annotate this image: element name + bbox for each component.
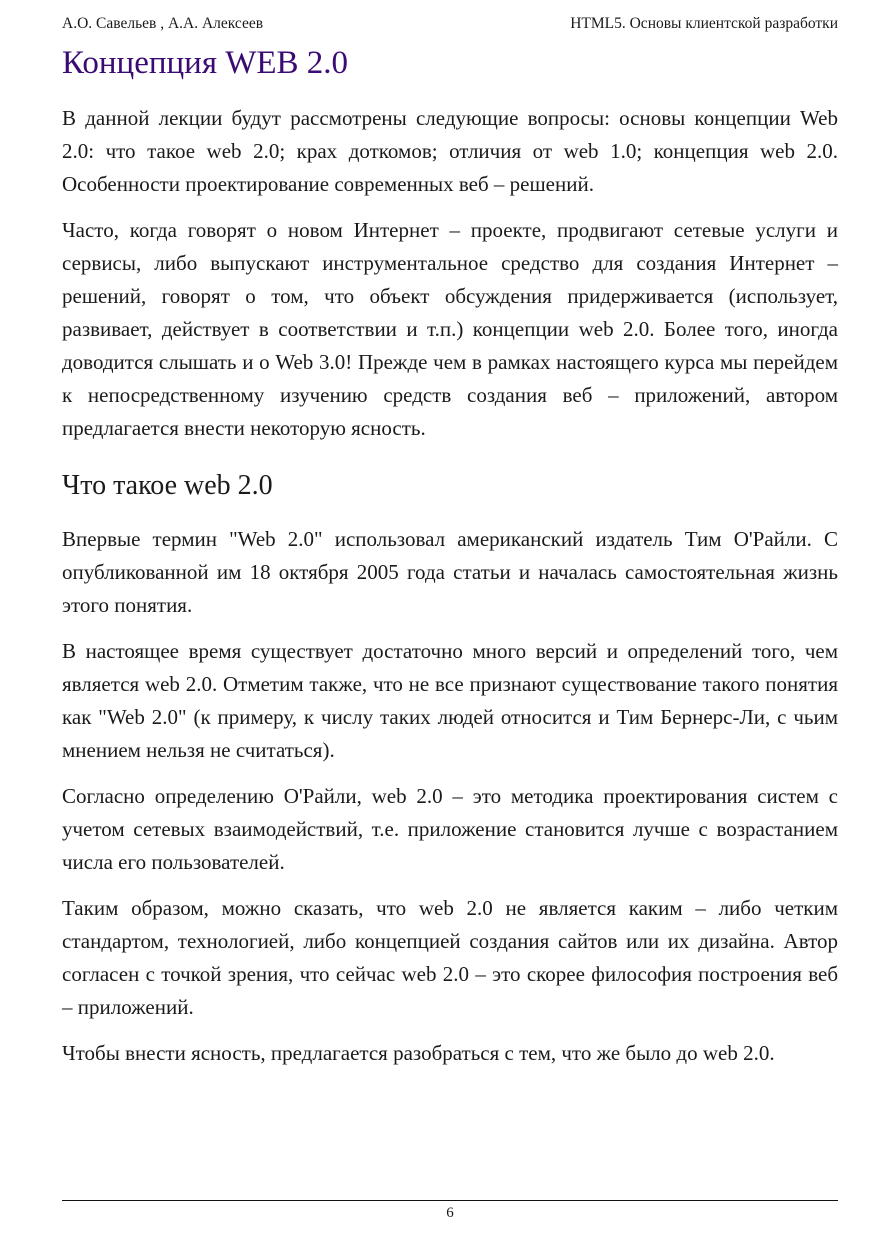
section-heading-what-is-web20: Что такое web 2.0	[62, 470, 273, 501]
paragraph-section-2: В настоящее время существует достаточно много версий и определений того, чем является web 2.0. Отметим также, что не все признают существование такого понятия как "Web 2.0" (к примеру, к числу таких людей относится и Тим Бернерс-Ли, с чьим мнением нельзя не считаться).	[62, 639, 838, 762]
header-course-title: HTML5. Основы клиентской разработки	[570, 15, 838, 32]
paragraph-section-5: Чтобы внести ясность, предлагается разобраться с тем, что же было до web 2.0.	[62, 1041, 775, 1065]
header-authors: А.О. Савельев , А.А. Алексеев	[62, 15, 264, 32]
footer-divider	[62, 1200, 838, 1201]
page-footer	[62, 1200, 838, 1222]
paragraph-section-3: Согласно определению О'Райли, web 2.0 – это методика проектирования систем с учетом сетевых взаимодействий, т.е. приложение становится лучше с возрастанием числа его пользователей.	[62, 784, 838, 874]
paragraph-section-4: Таким образом, можно сказать, что web 2.0 не является каким – либо четким стандартом, технологией, либо концепцией создания сайтов или их дизайна. Автор согласен с точкой зрения, что сейчас web 2.0 – это скорее философия построения веб – приложений.	[62, 896, 838, 1019]
page-number: 6	[446, 1205, 454, 1221]
page-header	[62, 14, 838, 34]
document-title: Концепция WEB 2.0	[62, 45, 349, 81]
paragraph-intro-1: В данной лекции будут рассмотрены следующие вопросы: основы концепции Web 2.0: что такое web 2.0; крах доткомов; отличия от web 1.0; концепция web 2.0. Особенности проектирование современных веб – решений.	[62, 106, 838, 196]
paragraph-intro-2: Часто, когда говорят о новом Интернет – проекте, продвигают сетевые услуги и сервисы, либо выпускают инструментальное средство для создания Интернет – решений, говорят о том, что объект обсуждения придерживается (использует, развивает, действует в соответствии и т.п.) концепции web 2.0. Более того, иногда доводится слышать и о Web 3.0! Прежде чем в рамках настоящего курса мы перейдем к непосредственному изучению средств создания веб – приложений, автором предлагается внести некоторую ясность.	[62, 218, 838, 440]
paragraph-section-1: Впервые термин "Web 2.0" использовал американский издатель Тим О'Райли. С опубликованной им 18 октября 2005 года статьи и началась самостоятельная жизнь этого понятия.	[62, 527, 838, 617]
